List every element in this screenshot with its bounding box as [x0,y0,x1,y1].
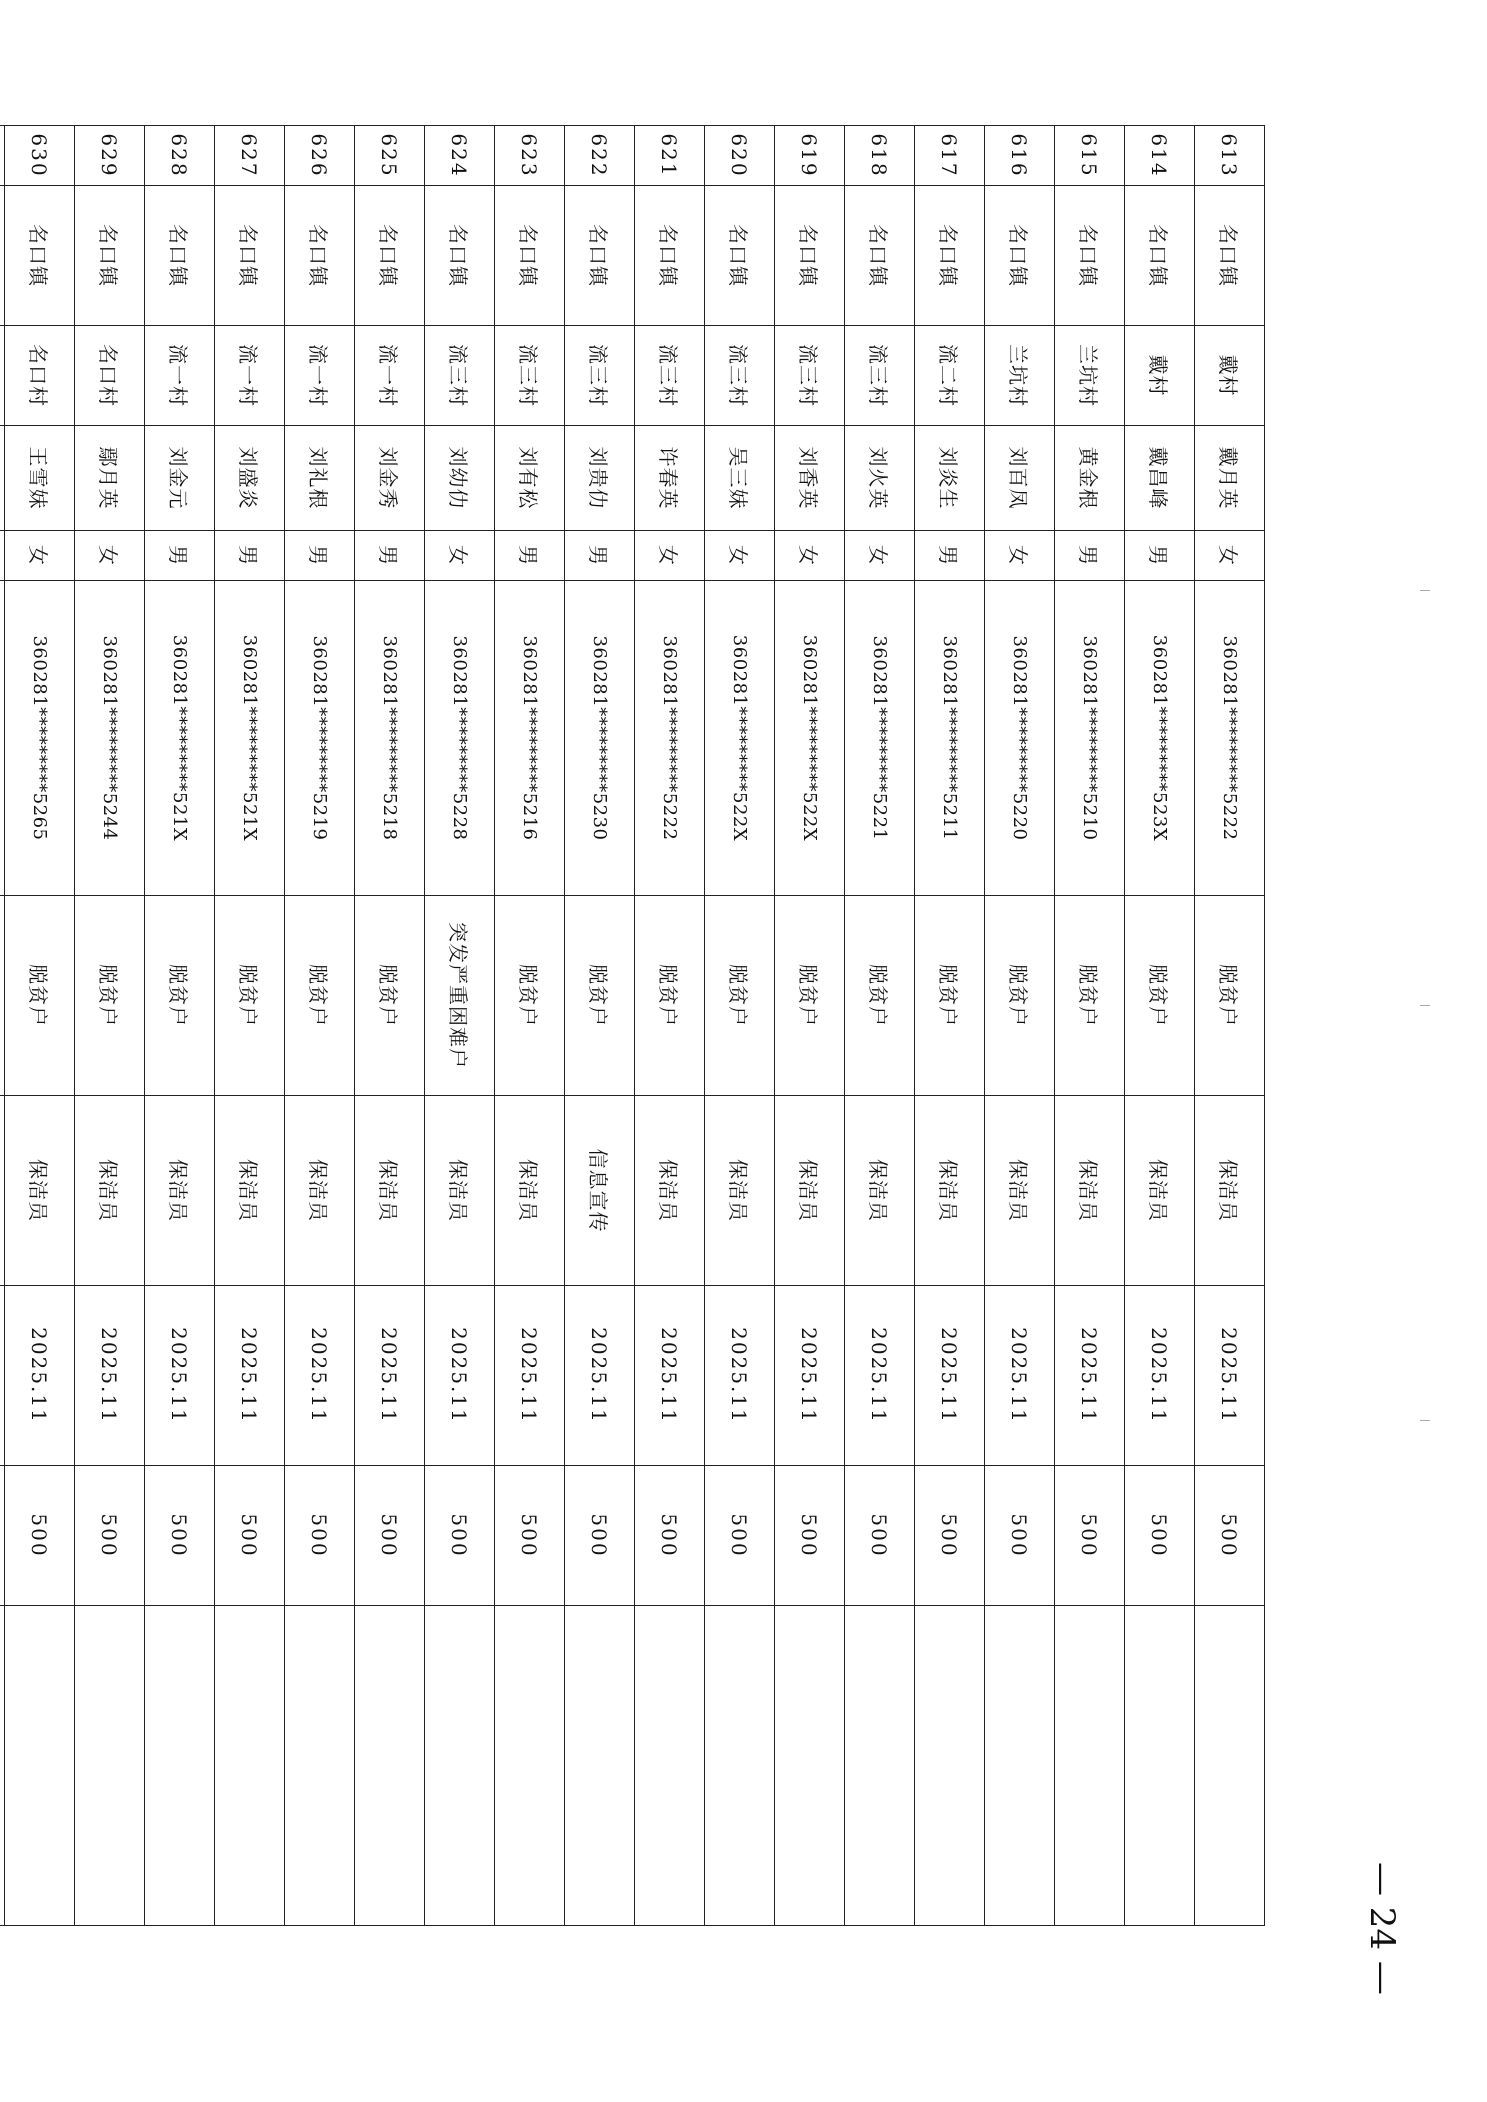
id-number-cell: 360281*********5210 [1055,581,1125,896]
gender-cell: 男 [495,531,565,581]
row-number-cell: 625 [355,126,425,186]
post-cell: 保洁员 [495,1096,565,1286]
gender-cell: 女 [75,531,145,581]
row-number-cell: 624 [425,126,495,186]
table-row [845,126,915,1926]
category-cell: 脱贫户 [705,896,775,1096]
empty-cell [845,1606,915,1926]
row-number-cell: 627 [215,126,285,186]
scan-mark [1420,1420,1430,1421]
empty-cell [635,1606,705,1926]
village-cell: 流三村 [565,326,635,426]
gender-cell: 男 [355,531,425,581]
row-number-cell: 629 [75,126,145,186]
post-cell: 保洁员 [215,1096,285,1286]
empty-cell [565,1606,635,1926]
village-cell: 流三村 [635,326,705,426]
gender-cell: 女 [775,531,845,581]
table-row [425,126,495,1926]
name-cell: 许春英 [635,426,705,531]
name-cell: 刘礼根 [285,426,355,531]
scan-mark [1420,1005,1430,1006]
amount-cell: 500 [285,1466,355,1606]
row-number-cell: 623 [495,126,565,186]
empty-cell [915,1606,985,1926]
category-cell [0,896,5,1096]
village-cell: 戴村 [1125,326,1195,426]
category-cell: 突发严重困难户 [425,896,495,1096]
id-number-cell: 360281*********5222 [635,581,705,896]
gender-cell: 女 [845,531,915,581]
empty-cell [145,1606,215,1926]
village-cell: 流三村 [425,326,495,426]
town-cell: 名口镇 [285,186,355,326]
row-number-cell: 621 [635,126,705,186]
village-cell: 名口村 [5,326,75,426]
id-number-cell: 360281*********521X [145,581,215,896]
empty-cell [355,1606,425,1926]
row-number-cell: 613 [1195,126,1265,186]
category-cell: 脱贫户 [1195,896,1265,1096]
name-cell: 戴昌峰 [1125,426,1195,531]
post-cell: 保洁员 [915,1096,985,1286]
post-cell: 保洁员 [355,1096,425,1286]
row-number-cell [0,126,5,186]
village-cell: 流一村 [215,326,285,426]
name-cell: 刘金元 [145,426,215,531]
category-cell: 脱贫户 [635,896,705,1096]
town-cell: 名口镇 [495,186,565,326]
date-cell: 2025.11 [1055,1286,1125,1466]
id-number-cell: 360281*********5219 [285,581,355,896]
name-cell: 刘炎生 [915,426,985,531]
post-cell: 保洁员 [775,1096,845,1286]
category-cell: 脱贫户 [75,896,145,1096]
id-number-cell: 360281*********5228 [425,581,495,896]
table-rotator [26,125,1265,1925]
village-cell: 流一村 [355,326,425,426]
table-row [145,126,215,1926]
name-cell [0,426,5,531]
date-cell: 2025.11 [75,1286,145,1466]
category-cell: 脱贫户 [845,896,915,1096]
empty-cell [775,1606,845,1926]
gender-cell: 男 [1055,531,1125,581]
post-cell [0,1096,5,1286]
village-cell: 流一村 [145,326,215,426]
town-cell: 名口镇 [985,186,1055,326]
date-cell: 2025.11 [495,1286,565,1466]
village-cell: 兰坑村 [985,326,1055,426]
post-cell: 保洁员 [1055,1096,1125,1286]
empty-cell [215,1606,285,1926]
id-number-cell [0,581,5,896]
category-cell: 脱贫户 [1125,896,1195,1096]
table-row [285,126,355,1926]
village-cell [0,326,5,426]
empty-cell [425,1606,495,1926]
id-number-cell: 360281*********523X [1125,581,1195,896]
row-number-cell: 619 [775,126,845,186]
town-cell: 名口镇 [1195,186,1265,326]
name-cell: 刘有松 [495,426,565,531]
row-number-cell: 618 [845,126,915,186]
empty-cell [705,1606,775,1926]
town-cell [0,186,5,326]
empty-cell [75,1606,145,1926]
category-cell: 脱贫户 [915,896,985,1096]
town-cell: 名口镇 [1055,186,1125,326]
id-number-cell: 360281*********521X [215,581,285,896]
id-number-cell: 360281*********5222 [1195,581,1265,896]
gender-cell: 女 [1195,531,1265,581]
empty-cell [0,1606,5,1926]
name-cell: 刘火英 [845,426,915,531]
row-number-cell: 628 [145,126,215,186]
date-cell: 2025.11 [985,1286,1055,1466]
town-cell: 名口镇 [705,186,775,326]
town-cell: 名口镇 [5,186,75,326]
amount-cell: 500 [75,1466,145,1606]
town-cell: 名口镇 [1125,186,1195,326]
amount-cell: 500 [915,1466,985,1606]
name-cell: 刘金秀 [355,426,425,531]
village-cell: 流一村 [285,326,355,426]
id-number-cell: 360281*********5244 [75,581,145,896]
date-cell: 2025.11 [845,1286,915,1466]
table-row [215,126,285,1926]
post-cell: 保洁员 [145,1096,215,1286]
gender-cell: 女 [5,531,75,581]
category-cell: 脱贫户 [1055,896,1125,1096]
id-number-cell: 360281*********5211 [915,581,985,896]
town-cell: 名口镇 [75,186,145,326]
village-cell: 流三村 [845,326,915,426]
id-number-cell: 360281*********522X [705,581,775,896]
table-row [775,126,845,1926]
post-cell: 保洁员 [1125,1096,1195,1286]
category-cell: 脱贫户 [215,896,285,1096]
gender-cell: 女 [985,531,1055,581]
name-cell: 吴三妹 [705,426,775,531]
gender-cell: 男 [1125,531,1195,581]
date-cell: 2025.11 [915,1286,985,1466]
subsidy-table [0,125,1265,1926]
town-cell: 名口镇 [355,186,425,326]
category-cell: 脱贫户 [5,896,75,1096]
category-cell: 脱贫户 [355,896,425,1096]
amount-cell: 500 [845,1466,915,1606]
amount-cell [0,1466,5,1606]
amount-cell: 500 [355,1466,425,1606]
scan-mark [1420,590,1430,591]
date-cell: 2025.11 [5,1286,75,1466]
empty-cell [5,1606,75,1926]
table-row [1125,126,1195,1926]
empty-cell [1055,1606,1125,1926]
rotated-table-page [26,125,1265,1925]
amount-cell: 500 [635,1466,705,1606]
village-cell: 流三村 [495,326,565,426]
gender-cell: 女 [705,531,775,581]
table-row [915,126,985,1926]
table-row [565,126,635,1926]
name-cell: 刘百凤 [985,426,1055,531]
category-cell: 脱贫户 [985,896,1055,1096]
post-cell: 保洁员 [425,1096,495,1286]
row-number-cell: 620 [705,126,775,186]
town-cell: 名口镇 [635,186,705,326]
page-number: — 24 — [1362,1862,1402,1995]
village-cell: 名口村 [75,326,145,426]
gender-cell: 男 [215,531,285,581]
empty-cell [985,1606,1055,1926]
date-cell: 2025.11 [425,1286,495,1466]
gender-cell: 男 [145,531,215,581]
id-number-cell: 360281*********5218 [355,581,425,896]
amount-cell: 500 [565,1466,635,1606]
town-cell: 名口镇 [775,186,845,326]
empty-cell [285,1606,355,1926]
name-cell: 刘香英 [775,426,845,531]
post-cell: 保洁员 [705,1096,775,1286]
empty-cell [495,1606,565,1926]
amount-cell: 500 [1055,1466,1125,1606]
gender-cell: 女 [635,531,705,581]
row-number-cell: 622 [565,126,635,186]
table-row [355,126,425,1926]
row-number-cell: 615 [1055,126,1125,186]
date-cell: 2025.11 [705,1286,775,1466]
table-row [635,126,705,1926]
amount-cell: 500 [1195,1466,1265,1606]
category-cell: 脱贫户 [565,896,635,1096]
table-row [75,126,145,1926]
gender-cell: 男 [285,531,355,581]
table-body [0,126,1265,1926]
category-cell: 脱贫户 [145,896,215,1096]
name-cell: 戴月英 [1195,426,1265,531]
id-number-cell: 360281*********5216 [495,581,565,896]
category-cell: 脱贫户 [775,896,845,1096]
table-row [985,126,1055,1926]
category-cell: 脱贫户 [495,896,565,1096]
post-cell: 保洁员 [845,1096,915,1286]
town-cell: 名口镇 [145,186,215,326]
row-number-cell: 626 [285,126,355,186]
town-cell: 名口镇 [915,186,985,326]
post-cell: 保洁员 [1195,1096,1265,1286]
gender-cell: 男 [915,531,985,581]
date-cell: 2025.11 [775,1286,845,1466]
id-number-cell: 360281*********5221 [845,581,915,896]
date-cell: 2025.11 [1125,1286,1195,1466]
post-cell: 保洁员 [5,1096,75,1286]
village-cell: 流二村 [915,326,985,426]
name-cell: 王雪妹 [5,426,75,531]
town-cell: 名口镇 [565,186,635,326]
date-cell: 2025.11 [285,1286,355,1466]
amount-cell: 500 [1125,1466,1195,1606]
name-cell: 刘贵仂 [565,426,635,531]
amount-cell: 500 [985,1466,1055,1606]
amount-cell: 500 [215,1466,285,1606]
town-cell: 名口镇 [425,186,495,326]
village-cell: 流三村 [705,326,775,426]
date-cell: 2025.11 [355,1286,425,1466]
village-cell: 流三村 [775,326,845,426]
date-cell [0,1286,5,1466]
row-number-cell: 630 [5,126,75,186]
village-cell: 兰坑村 [1055,326,1125,426]
row-number-cell: 616 [985,126,1055,186]
date-cell: 2025.11 [1195,1286,1265,1466]
id-number-cell: 360281*********5265 [5,581,75,896]
id-number-cell: 360281*********5230 [565,581,635,896]
amount-cell: 500 [705,1466,775,1606]
amount-cell: 500 [775,1466,845,1606]
post-cell: 保洁员 [285,1096,355,1286]
gender-cell [0,531,5,581]
date-cell: 2025.11 [145,1286,215,1466]
table-row [0,126,5,1926]
gender-cell: 男 [565,531,635,581]
name-cell: 鄢月英 [75,426,145,531]
date-cell: 2025.11 [215,1286,285,1466]
gender-cell: 女 [425,531,495,581]
amount-cell: 500 [425,1466,495,1606]
name-cell: 刘盛炎 [215,426,285,531]
post-cell: 信息宣传 [565,1096,635,1286]
category-cell: 脱贫户 [285,896,355,1096]
amount-cell: 500 [5,1466,75,1606]
town-cell: 名口镇 [845,186,915,326]
row-number-cell: 614 [1125,126,1195,186]
row-number-cell: 617 [915,126,985,186]
post-cell: 保洁员 [985,1096,1055,1286]
post-cell: 保洁员 [635,1096,705,1286]
amount-cell: 500 [495,1466,565,1606]
village-cell: 戴村 [1195,326,1265,426]
amount-cell: 500 [145,1466,215,1606]
id-number-cell: 360281*********5220 [985,581,1055,896]
table-row [1055,126,1125,1926]
name-cell: 刘幼仂 [425,426,495,531]
date-cell: 2025.11 [565,1286,635,1466]
town-cell: 名口镇 [215,186,285,326]
table-row [705,126,775,1926]
date-cell: 2025.11 [635,1286,705,1466]
id-number-cell: 360281*********522X [775,581,845,896]
table-row [5,126,75,1926]
table-row [495,126,565,1926]
table-row [1195,126,1265,1926]
name-cell: 黄金根 [1055,426,1125,531]
post-cell: 保洁员 [75,1096,145,1286]
